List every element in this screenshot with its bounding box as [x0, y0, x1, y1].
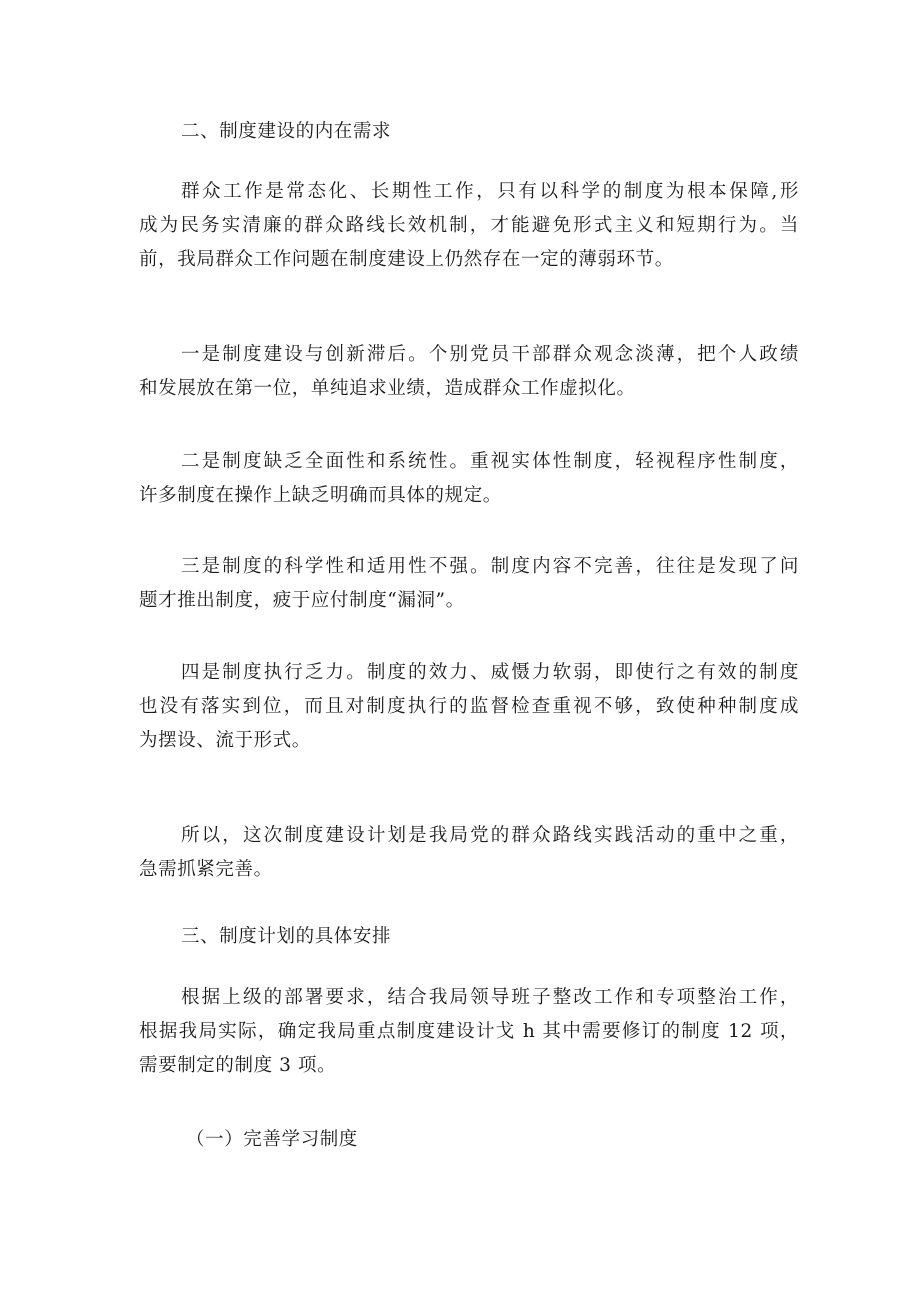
paragraph-line: 四是制度执行乏力。制度的效力、威慑力软弱，即使行之有效的制度 — [181, 662, 799, 683]
paragraph-line: 三是制度的科学性和适用性不强。制度内容不完善，往往是发现了问 — [181, 556, 799, 577]
subsection-heading: （一）完善学习制度 — [186, 1129, 358, 1150]
paragraph-line: 成为民务实清廉的群众路线长效机制，才能避免形式主义和短期行为。当 — [139, 215, 799, 236]
paragraph-line: 许多制度在操作上缺乏明确而具体的规定。 — [139, 485, 502, 506]
paragraph-line: 也没有落实到位，而且对制度执行的监督检查重视不够，致使种种制度成 — [139, 696, 799, 717]
paragraph-line: 根据上级的部署要求，结合我局领导班子整改工作和专项整治工作， — [181, 987, 799, 1008]
paragraph-line: 需要制定的制度 3 项。 — [139, 1055, 337, 1076]
paragraph-line: 为摆设、流于形式。 — [139, 730, 311, 751]
paragraph-line: 急需抓紧完善。 — [139, 859, 273, 880]
section-heading-2: 二、制度建设的内在需求 — [181, 121, 392, 142]
paragraph-line: 群众工作是常态化、长期性工作，只有以科学的制度为根本保障,形 — [181, 181, 799, 202]
paragraph-line: 题才推出制度，疲于应付制度“漏洞”。 — [139, 590, 465, 611]
paragraph-line: 和发展放在第一位，单纯追求业绩，造成群众工作虚拟化。 — [139, 378, 636, 399]
paragraph-intro — [139, 175, 799, 277]
paragraph-line: 前，我局群众工作问题在制度建设上仍然存在一定的薄弱环节。 — [139, 249, 674, 270]
paragraph-point-1 — [139, 338, 799, 406]
paragraph-arrangement — [139, 981, 799, 1083]
paragraph-line: 根据我局实际，确定我局重点制度建设计戈 h 其中需要修订的制度 12 项， — [139, 1021, 799, 1042]
paragraph-point-4 — [139, 656, 799, 758]
paragraph-point-2 — [139, 445, 799, 513]
section-heading-3: 三、制度计划的具体安排 — [181, 926, 392, 947]
paragraph-point-3 — [139, 550, 799, 618]
paragraph-line: 所以，这次制度建设计划是我局党的群众路线实践活动的重中之重， — [181, 825, 799, 846]
paragraph-line: 一是制度建设与创新滞后。个别党员干部群众观念淡薄，把个人政绩 — [181, 344, 799, 365]
paragraph-conclusion — [139, 819, 799, 887]
paragraph-line: 二是制度缺乏全面性和系统性。重视实体性制度，轻视程序性制度， — [181, 451, 799, 472]
